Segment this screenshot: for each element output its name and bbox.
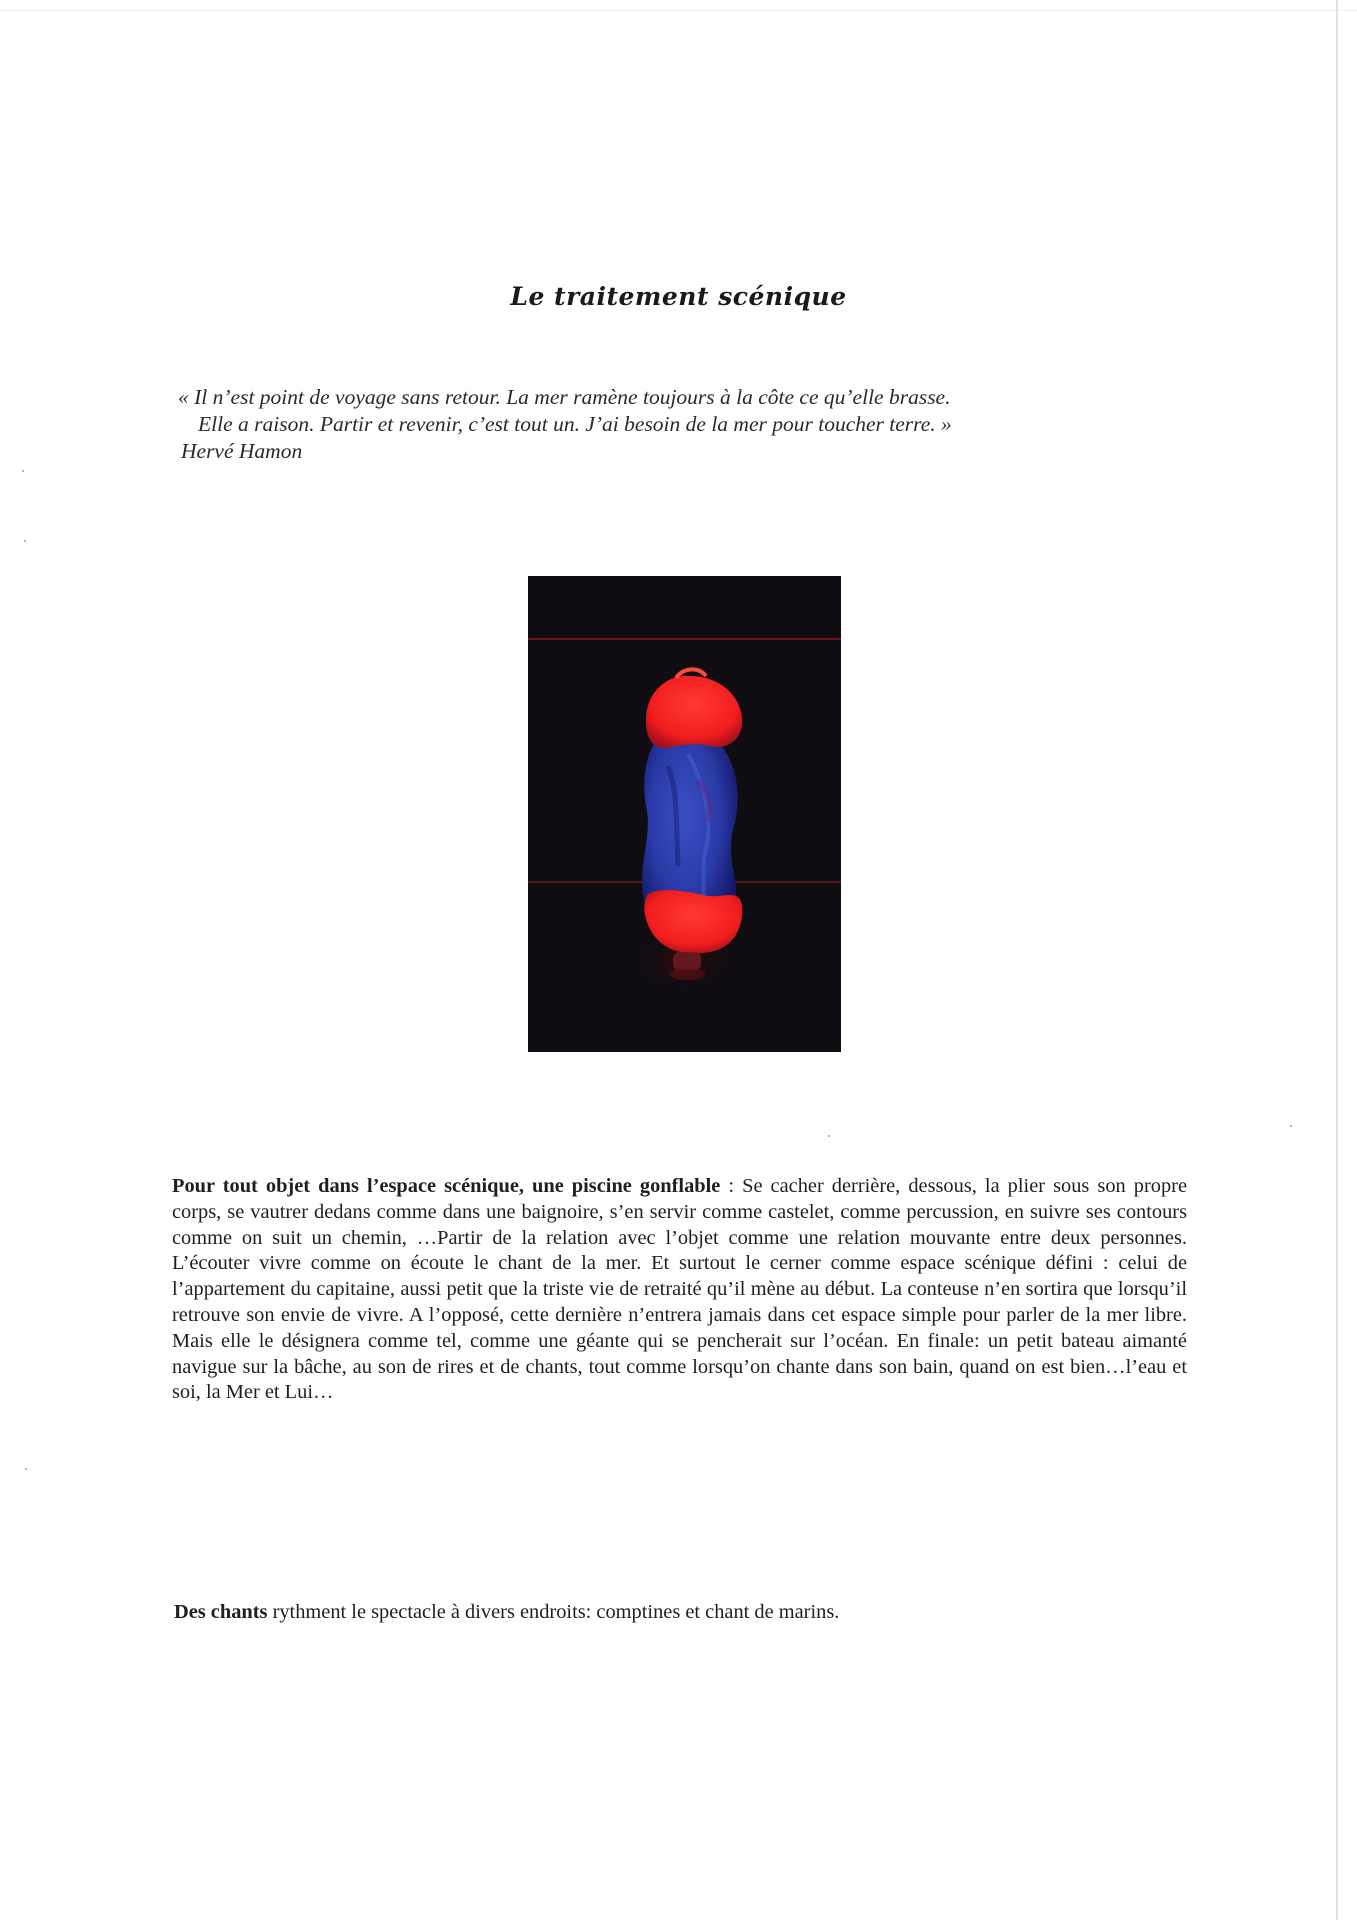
staging-paragraph-lead: Pour tout objet dans l’espace scénique, une piscine gonflable [172,1175,721,1197]
scan-speck [1290,1125,1292,1127]
staging-paragraph [172,1174,1187,1406]
scan-top-edge [0,10,1357,11]
scan-speck [25,1468,27,1470]
songs-paragraph [174,1599,1174,1625]
songs-paragraph-lead: Des chants [174,1601,268,1623]
epigraph-line: « Il n’est point de voyage sans retour. La mer ramène toujours à la côte ce qu’elle brasse. [178,385,951,409]
epigraph-line: Elle a raison. Partir et revenir, c’est tout un. J’ai besoin de la mer pour toucher terre. » [198,412,952,436]
page-title: Le traitement scénique [510,282,847,311]
epigraph [178,384,1178,465]
stage-photo-figure-icon [528,576,841,1052]
scan-speck [22,470,24,472]
staging-paragraph-body: : Se cacher derrière, dessous, la plier sous son propre corps, se vautrer dedans comme dans une baignoire, s’en servir comme castelet, comme percussion, en suivre ses contours comme on suit un chemin, …Partir de la relation avec l’objet comme une relation mouvante entre deux personnes. L’écouter vivre comme on écoute le chant de la mer. Et surtout le cerner comme espace scénique défini : celui de l’appartement du capitaine, aussi petit que la triste vie de retraité qu’il mène au début. La conteuse n’en sortira que lorsqu’il retrouve son envie de vivre. A l’opposé, cette dernière n’entrera jamais dans cet espace simple pour parler de la mer libre. Mais elle le désignera comme tel, comme une géante qui se pencherait sur l’océan. En finale: un petit bateau aimanté navigue sur la bâche, au son de rires et de chants, tout comme lorsqu’on chante dans son bain, quand on est bien…l’eau et soi, la Mer et Lui… [172,1175,1187,1404]
stage-photo [528,576,841,1052]
epigraph-author: Hervé Hamon [181,439,303,463]
scan-speck [828,1135,830,1137]
scan-speck [24,540,26,542]
songs-paragraph-body: rythment le spectacle à divers endroits: comptines et chant de marins. [267,1601,840,1623]
